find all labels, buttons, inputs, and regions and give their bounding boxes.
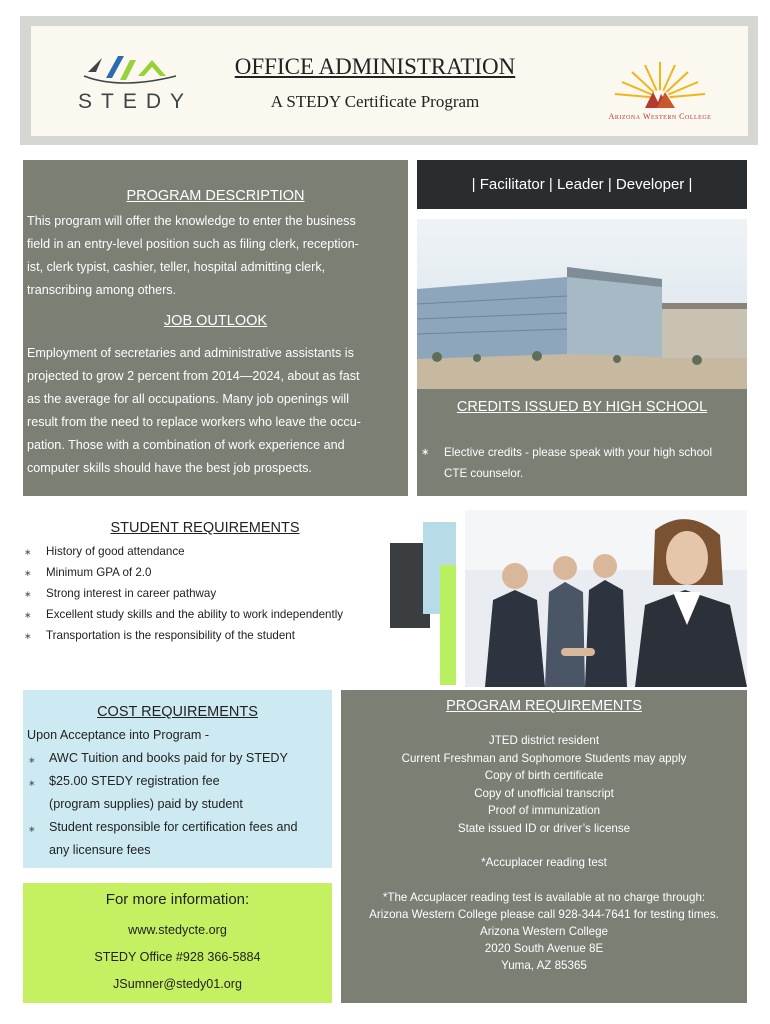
job-outlook-line: result from the need to replace workers who leave the occu- [27,415,361,429]
program-requirement-item: Copy of unofficial transcript [474,787,614,800]
page-title: OFFICE ADMINISTRATION [234,54,516,79]
job-outlook-line: computer skills should have the best job prospects. [27,461,312,475]
college-logo-text: Arizona Western College [608,112,712,121]
program-requirement-item: Proof of immunization [487,804,601,817]
program-description-panel [23,160,408,496]
list-item [24,586,384,607]
accuplacer-note-line: 2020 South Avenue 8E [484,942,604,955]
credits-line: CTE counselor. [444,467,524,480]
arizona-western-college-logo-icon [595,58,725,113]
program-requirement-item: JTED district resident [488,734,600,747]
stedy-logo-icon [80,50,180,90]
job-outlook-heading: JOB OUTLOOK [163,313,268,329]
cost-item: $25.00 STEDY registration fee [49,774,220,788]
accuplacer-note-line: Arizona Western College please call 928-344-7641 for testing times. [369,908,719,921]
accuplacer-note-line: *The Accuplacer reading test is available at no charge through: [382,891,706,904]
program-description-line: transcribing among others. [27,283,177,297]
program-description-line: ist, clerk typist, cashier, teller, hospital admitting clerk, [27,260,326,274]
email-link[interactable]: JSumner@stedy01.org [113,977,242,991]
list-item [24,628,384,649]
business-people-photo [465,510,747,687]
list-item-text: Minimum GPA of 2.0 [46,566,152,579]
website-link[interactable]: www.stedycte.org [128,923,227,937]
program-description-text [27,210,404,302]
job-outlook-line: projected to grow 2 percent from 2014—2024, about as fast [27,369,360,383]
student-requirements-list [24,544,384,649]
bullet-icon: ∗ [24,568,32,578]
accuplacer-note-line: Yuma, AZ 85365 [501,959,587,972]
bullet-icon: ∗ [24,631,32,641]
program-description-line: This program will offer the knowledge to enter the business [27,214,356,228]
bullet-icon: ∗ [24,547,32,557]
credits-line: Elective credits - please speak with your high school [444,446,713,459]
list-item-text: Transportation is the responsibility of the student [46,629,295,642]
accuplacer-requirement: *Accuplacer reading test [481,856,607,869]
cost-requirements-heading: COST REQUIREMENTS [97,704,258,720]
credits-text [444,442,744,484]
list-item [24,607,384,628]
student-requirements-heading: STUDENT REQUIREMENTS [110,520,300,536]
bullet-icon: ∗ [28,824,36,834]
stedy-logo-text: STEDY [78,90,194,113]
building-image-icon [417,219,747,389]
more-info-heading: For more information: [105,891,250,908]
program-requirements-heading: PROGRAM REQUIREMENTS [446,698,642,714]
bullet-icon: ∗ [28,778,36,788]
program-requirement-item: Copy of birth certificate [484,769,604,782]
bullet-icon: ∗ [421,447,430,458]
business-people-image-icon [465,510,747,687]
cost-intro: Upon Acceptance into Program - [27,728,210,742]
program-requirements-panel [341,690,747,1003]
bullet-icon: ∗ [24,610,32,620]
job-outlook-line: pation. Those with a combination of work experience and [27,438,345,452]
accuplacer-note-line: Arizona Western College [479,925,609,938]
building-photo [417,219,747,389]
cost-item: Student responsible for certification fees and [49,820,298,834]
job-outlook-text [27,342,404,480]
job-outlook-line: Employment of secretaries and administrative assistants is [27,346,354,360]
list-item-text: Strong interest in career pathway [46,587,217,600]
list-item-text: History of good attendance [46,545,185,558]
program-description-heading: PROGRAM DESCRIPTION [126,188,305,204]
cost-item: any licensure fees [49,843,151,857]
phone-number: STEDY Office #928 366-5884 [94,950,261,964]
program-requirement-item: Current Freshman and Sophomore Students may apply [401,752,687,765]
cost-requirements-panel [23,690,332,868]
page-subtitle: A STEDY Certificate Program [270,92,480,111]
program-description-line: field in an entry-level position such as filing clerk, reception- [27,237,359,251]
list-item [24,565,384,586]
more-info-panel [23,883,332,1003]
cost-item: AWC Tuition and books paid for by STEDY [49,751,288,765]
credits-heading: CREDITS ISSUED BY HIGH SCHOOL [456,399,708,415]
decorative-bar [440,565,456,685]
tagline-banner: | Facilitator | Leader | Developer | [417,160,747,209]
bullet-icon: ∗ [24,589,32,599]
credits-panel [417,389,747,496]
program-requirement-item: State issued ID or driver’s license [457,822,631,835]
cost-item: (program supplies) paid by student [49,797,243,811]
job-outlook-line: as the average for all occupations. Many job openings will [27,392,350,406]
list-item [24,544,384,565]
bullet-icon: ∗ [28,755,36,765]
list-item-text: Excellent study skills and the ability to work independently [46,608,344,621]
